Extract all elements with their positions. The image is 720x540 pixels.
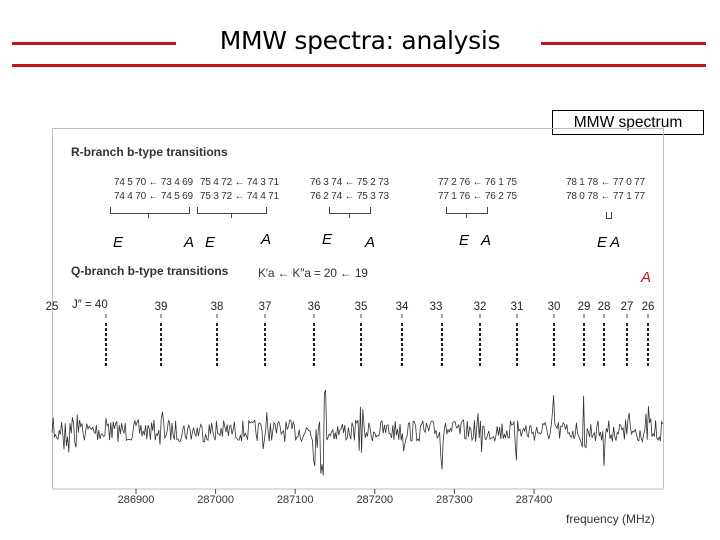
r-transition-2-line1: 75 4 72 ← 74 3 71 bbox=[200, 177, 279, 188]
j-value-39: 39 bbox=[154, 301, 168, 313]
j-value-26: 26 bbox=[641, 301, 655, 313]
j-value-29: 29 bbox=[577, 301, 591, 313]
j-value-31: 31 bbox=[510, 301, 524, 313]
x-tick-label-286900: 286900 bbox=[117, 494, 155, 506]
sym-label-5: E bbox=[322, 231, 333, 248]
spectrum-plot bbox=[45, 128, 664, 526]
q-branch-heading: Q-branch b-type transitions bbox=[71, 264, 229, 278]
r-transition-5-line2: 78 0 78 ← 77 1 77 bbox=[566, 191, 645, 202]
q-branch-ka: K′a ← K″a = 20 ← 19 bbox=[258, 266, 368, 280]
sym-label-1: E bbox=[113, 234, 124, 251]
sym-label-10: A bbox=[610, 234, 621, 251]
title-rule-bottom bbox=[12, 64, 706, 67]
r-transition-2-line2: 75 3 72 ← 74 4 71 bbox=[200, 191, 279, 202]
r-transition-1-line2: 74 4 70 ← 74 5 69 bbox=[114, 191, 193, 202]
r-transition-4-line1: 77 2 76 ← 76 1 75 bbox=[438, 177, 517, 188]
j-value-28: 28 bbox=[597, 301, 611, 313]
sym-label-8: A bbox=[481, 232, 492, 249]
j-prefix: J″ = 40 bbox=[72, 299, 108, 311]
j-value-33: 33 bbox=[429, 301, 443, 313]
x-tick-label-287300: 287300 bbox=[436, 494, 473, 506]
spectrum-label-box: MMW spectrum bbox=[552, 110, 704, 135]
sym-label-2: A bbox=[184, 234, 195, 251]
spectrum-trace bbox=[52, 390, 663, 475]
r-transition-4-line2: 77 1 76 ← 76 2 75 bbox=[438, 191, 517, 202]
j-value-32: 32 bbox=[473, 301, 487, 313]
j-value-30: 30 bbox=[547, 301, 561, 313]
sym-label-9: E bbox=[597, 234, 608, 251]
j-value-35: 35 bbox=[354, 301, 368, 313]
sym-label-6: A bbox=[365, 234, 376, 251]
j-value-27: 27 bbox=[620, 301, 634, 313]
r-transition-1-line1: 74 5 70 ← 73 4 69 bbox=[114, 177, 193, 188]
j-value-38: 38 bbox=[210, 301, 224, 313]
x-axis-label: frequency (MHz) bbox=[566, 512, 655, 526]
j-value-36: 36 bbox=[307, 301, 321, 313]
r-transition-5-line1: 78 1 78 ← 77 0 77 bbox=[566, 177, 645, 188]
sym-label-3: E bbox=[205, 234, 216, 251]
spectrum-figure bbox=[45, 128, 664, 526]
j-value-37: 37 bbox=[258, 301, 272, 313]
sym-label-4: A bbox=[261, 231, 272, 248]
sym-label-11: A bbox=[641, 269, 652, 286]
x-tick-label-287000: 287000 bbox=[197, 494, 234, 506]
sym-label-7: E bbox=[459, 232, 470, 249]
slide-title: MMW spectra: analysis bbox=[219, 26, 501, 55]
r-branch-heading: R-branch b-type transitions bbox=[71, 145, 228, 159]
j-value-25: 25 bbox=[45, 301, 59, 313]
r-transition-3-line2: 76 2 74 ← 75 3 73 bbox=[310, 191, 389, 202]
x-tick-label-287200: 287200 bbox=[356, 494, 394, 506]
r-transition-3-line1: 76 3 74 ← 75 2 73 bbox=[310, 177, 389, 188]
x-tick-label-287400: 287400 bbox=[515, 494, 553, 506]
x-tick-label-287100: 287100 bbox=[276, 494, 314, 506]
j-value-34: 34 bbox=[395, 301, 409, 313]
